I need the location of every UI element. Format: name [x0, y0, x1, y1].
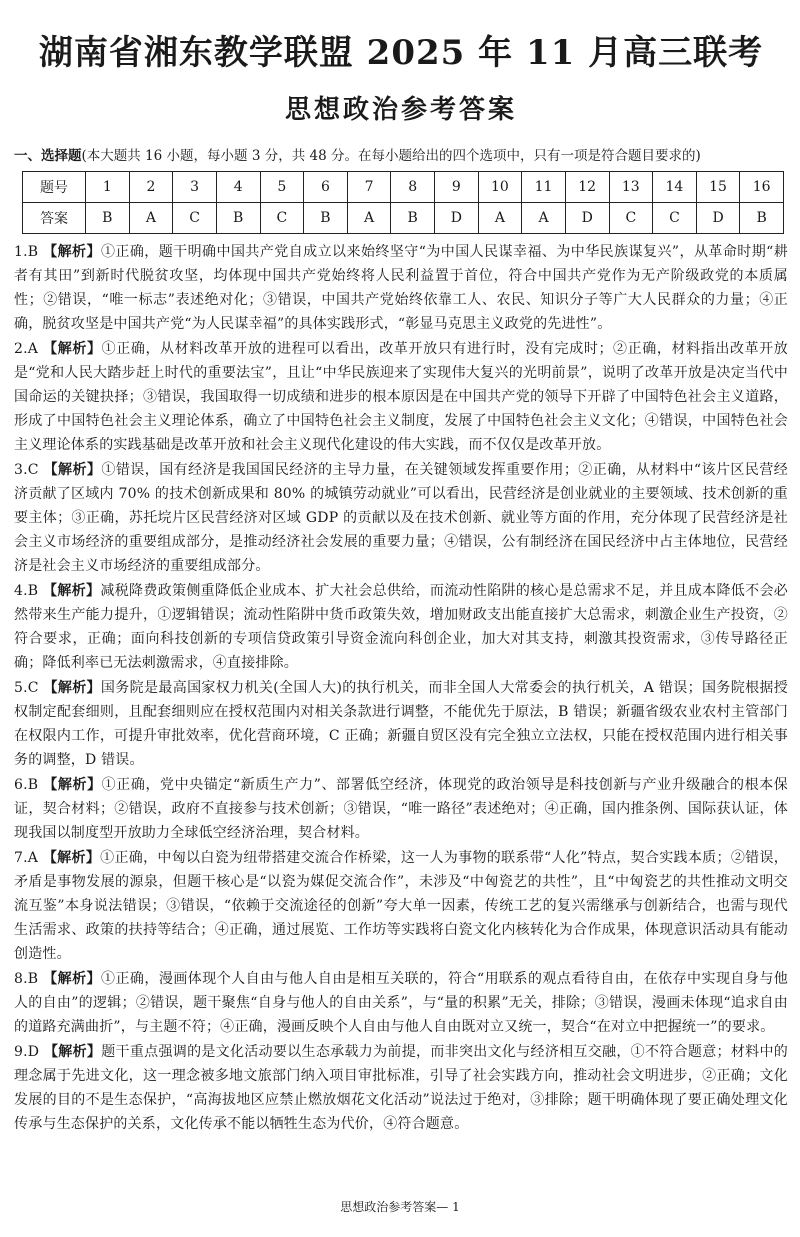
explanation-item	[14, 337, 788, 457]
analysis-tag: 【解析】	[42, 850, 101, 866]
analysis-tag: 【解析】	[43, 1044, 102, 1060]
explanation-item	[14, 967, 788, 1039]
answer-table	[22, 171, 784, 234]
analysis-tag: 【解析】	[43, 341, 102, 357]
page-footer: 思想政治参考答案— 1	[340, 1200, 460, 1214]
explanation-text: ①错误，国有经济是我国国民经济的主导力量，在关键领域发挥重要作用；②正确，从材料中“该片区民营经济贡献了区域内 70% 的技术创新成果和 80% 的城镇劳动就业”可以看出，民营经济是创业就业的主要领域、技术创新的重要主体；③正确，苏托垸片区民营经济对区域 GDP 的贡献以及在技术创新、就业等方面的作用，充分体现了民营经济是社会主义市场经济的重要组成部分，是推动经济社会发展的重要力量；④错误，公有制经济在国民经济中占主体地位，民营经济是社会主义市场经济的重要组成部分。	[14, 462, 788, 574]
question-number: 4	[216, 172, 260, 203]
analysis-tag: 【解析】	[43, 244, 101, 260]
question-number: 8	[391, 172, 435, 203]
item-number: 1.B	[14, 244, 39, 260]
explanation-text: ①正确，题干明确中国共产党自成立以来始终坚守“为中国人民谋幸福、为中华民族谋复兴”，从革命时期“耕者有其田”到新时代脱贫攻坚，均体现中国共产党始终将人民利益置于首位，符合中国共产党作为无产阶级政党的本质属性；②错误，“唯一标志”表述绝对化；③错误，中国共产党始终依靠工人、农民、知识分子等广大人民群众的力量；④正确，脱贫攻坚是中国共产党“为人民谋幸福”的具体实践形式，“彰显马克思主义政党的先进性”。	[14, 244, 788, 332]
explanation-text: 减税降费政策侧重降低企业成本、扩大社会总供给，而流动性陷阱的核心是总需求不足，并且成本降低不会必然带来生产能力提升，①逻辑错误；流动性陷阱中货币政策失效，增加财政支出能直接扩大总需求，刺激企业生产投资，②符合要求，正确；面向科技创新的专项信贷政策引导资金流向科创企业，加大对其支持，刺激其投资需求，③传导路径正确；降低利率已无法刺激需求，④直接排除。	[14, 583, 788, 671]
section-heading	[14, 146, 788, 166]
item-number: 7.A	[14, 850, 39, 866]
item-number: 3.C	[14, 462, 39, 478]
question-number-row	[23, 172, 784, 203]
explanation-item	[14, 846, 788, 966]
question-number: 6	[304, 172, 348, 203]
question-number: 12	[565, 172, 609, 203]
question-number: 9	[435, 172, 479, 203]
answer-cell: B	[740, 203, 784, 234]
analysis-tag: 【解析】	[43, 971, 102, 987]
answer-cell: A	[522, 203, 566, 234]
question-number: 16	[740, 172, 784, 203]
analysis-tag: 【解析】	[43, 583, 101, 599]
explanation-item	[14, 773, 788, 845]
question-number: 14	[653, 172, 697, 203]
question-number: 2	[129, 172, 173, 203]
analysis-tag: 【解析】	[43, 462, 102, 478]
answer-cell: D	[565, 203, 609, 234]
item-number: 9.D	[14, 1044, 40, 1060]
answer-cell: B	[391, 203, 435, 234]
answer-cell: C	[260, 203, 304, 234]
item-number: 8.B	[14, 971, 39, 987]
question-number: 7	[347, 172, 391, 203]
item-number: 2.A	[14, 341, 39, 357]
explanation-item	[14, 579, 788, 675]
explanation-text: ①正确，漫画体现个人自由与他人自由是相互关联的，符合“用联系的观点看待自由，在依存中实现自身与他人的自由”的逻辑；②错误，题干聚焦“自身与他人的自由关系”，与“量的积累”无关，排除；③错误，漫画未体现“追求自由的道路充满曲折”，与主题不符；④正确，漫画反映个人自由与他人自由既对立又统一，契合“在对立中把握统一”的要求。	[14, 971, 788, 1035]
answer-cell: B	[216, 203, 260, 234]
row-label-number: 题号	[23, 172, 86, 203]
explanation-item	[14, 676, 788, 772]
item-number: 4.B	[14, 583, 39, 599]
question-number: 1	[86, 172, 130, 203]
answer-cell: D	[435, 203, 479, 234]
question-number: 13	[609, 172, 653, 203]
answer-cell: A	[478, 203, 522, 234]
item-number: 6.B	[14, 777, 39, 793]
explanation-item	[14, 240, 788, 336]
explanation-item	[14, 458, 788, 578]
explanation-text: ①正确，党中央锚定“新质生产力”、部署低空经济，体现党的政治领导是科技创新与产业升级融合的根本保证，契合材料；②错误，政府不直接参与技术创新；③错误，“唯一路径”表述绝对；④正确，国内推条例、国际获认证，体现我国以制度型开放助力全球低空经济治理，契合材料。	[14, 777, 788, 841]
explanation-list	[14, 240, 788, 1136]
page-subtitle: 思想政治参考答案	[284, 95, 517, 125]
answer-cell: B	[86, 203, 130, 234]
question-number: 15	[696, 172, 740, 203]
question-number: 3	[173, 172, 217, 203]
answer-cell: C	[173, 203, 217, 234]
answer-row	[23, 203, 784, 234]
page-title: 湖南省湘东教学联盟 2025 年 11 月高三联考	[38, 33, 764, 73]
row-label-answer: 答案	[23, 203, 86, 234]
question-number: 11	[522, 172, 566, 203]
question-number: 10	[478, 172, 522, 203]
analysis-tag: 【解析】	[43, 777, 102, 793]
explanation-item	[14, 1040, 788, 1136]
explanation-text: 国务院是最高国家权力机关(全国人大)的执行机关，而非全国人大常委会的执行机关，A 错误；国务院根据授权制定配套细则，且配套细则应在授权范围内对相关条款进行调整，不能优先于原法，B 错误；新疆省级农业农村主管部门在权限内工作，可提升审批效率，优化营商环境，C 正确；新疆自贸区没有完全独立立法权，只能在授权范围内进行相关事务的调整，D 错误。	[14, 680, 788, 768]
answer-cell: D	[696, 203, 740, 234]
explanation-text: 题干重点强调的是文化活动要以生态承载力为前提，而非突出文化与经济相互交融，①不符合题意；材料中的理念属于先进文化，这一理念被多地文旅部门纳入项目审批标准，引导了社会实践方向，推动社会文明进步，②正确；文化发展的目的不是生态保护，“高海拔地区应禁止燃放烟花文化活动”说法过于绝对，③排除；题干明确体现了要正确处理文化传承与生态保护的关系，文化传承不能以牺牲生态为代价，④符合题意。	[14, 1044, 788, 1132]
answer-cell: C	[609, 203, 653, 234]
answer-cell: C	[653, 203, 697, 234]
question-number: 5	[260, 172, 304, 203]
explanation-text: ①正确，从材料改革开放的进程可以看出，改革开放只有进行时，没有完成时；②正确，材料指出改革开放是“党和人民大踏步赶上时代的重要法宝”，且让“中华民族迎来了实现伟大复兴的光明前景”，说明了改革开放是决定当代中国命运的关键抉择；③错误，我国取得一切成绩和进步的根本原因是在中国共产党的领导下开辟了中国特色社会主义道路，形成了中国特色社会主义理论体系，确立了中国特色社会主义制度，发展了中国特色社会主义文化；④错误，中国特色社会主义理论体系的实践基础是改革开放和社会主义现代化建设的伟大实践，而不仅仅是改革开放。	[14, 341, 788, 453]
item-number: 5.C	[14, 680, 39, 696]
answer-cell: A	[347, 203, 391, 234]
answer-sheet-page	[0, 30, 800, 1237]
explanation-text: ①正确，中匈以白瓷为纽带搭建交流合作桥梁，这一人为事物的联系带“人化”特点，契合实践本质；②错误，矛盾是事物发展的源泉，但题干核心是“以瓷为媒促交流合作”，未涉及“中匈瓷艺的共性”，且“中匈瓷艺的共性推动文明交流互鉴”本身说法错误；③错误，“依赖于交流途径的创新”夸大单一因素，传统工艺的复兴需继承与创新结合，也需与现代生活需求、政策的扶持等结合；④正确，通过展览、工作坊等实践将白瓷文化内核转化为合作成果，体现意识活动具有能动创造性。	[14, 850, 788, 962]
answer-cell: A	[129, 203, 173, 234]
section-instructions: (本大题共 16 小题，每小题 3 分，共 48 分。在每小题给出的四个选项中，只有一项是符合题目要求的)	[81, 148, 701, 164]
section-label: 一、选择题	[14, 148, 82, 164]
answer-cell: B	[304, 203, 348, 234]
analysis-tag: 【解析】	[43, 680, 101, 696]
